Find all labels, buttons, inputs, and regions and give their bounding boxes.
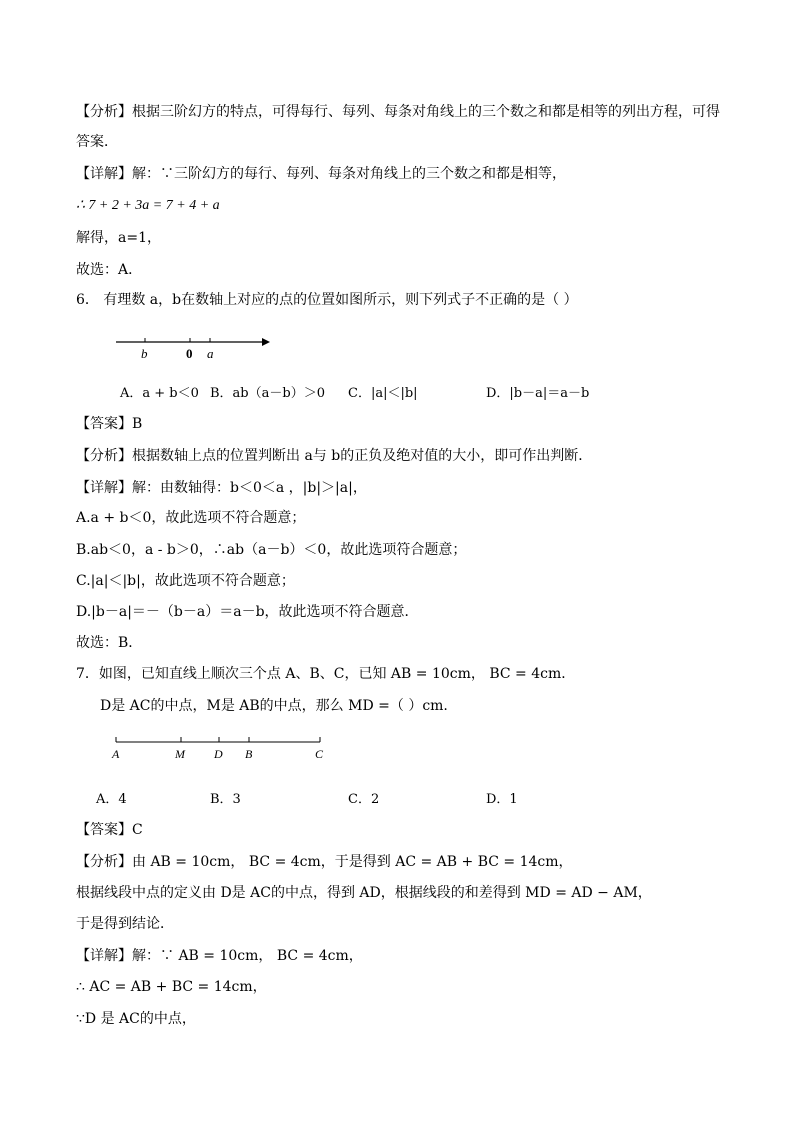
q6-option-b[interactable]: B．ab（a－b）＞0 xyxy=(210,386,325,401)
q6-analysis: 【分析】根据数轴上点的位置判断出 a与 b的正负及绝对值的大小，即可作出判断． xyxy=(76,448,593,464)
q6-number-line xyxy=(112,330,272,364)
q6-detail-line1: 【详解】解：由数轴得：b＜0＜a ，|b|＞|a|， xyxy=(76,480,367,496)
q6-option-d[interactable]: D．|b－a|＝a－b xyxy=(486,386,590,401)
q6-detail-b: B.ab＜0，a - b＞0，∴ab（a－b）＜0，故此选项符合题意； xyxy=(76,542,467,558)
segment-label-C: C xyxy=(315,747,324,761)
segment-label-D: D xyxy=(214,747,223,761)
q7-detail-line3: ∵D 是 AC的中点， xyxy=(76,1011,196,1027)
number-line-arrow xyxy=(262,338,270,346)
q5-analysis-line1: 【分析】根据三阶幻方的特点，可得每行、每列、每条对角线上的三个数之和都是相等的列出方程，可得 xyxy=(76,104,720,120)
q7-stem-line1: 7．如图，已知直线上顺次三个点 A、B、C，已知 AB = 10cm， BC = 4cm． xyxy=(76,666,576,682)
number-line-label-a: a xyxy=(207,346,214,361)
q6-option-a[interactable]: A．a + b＜0 xyxy=(120,386,199,401)
q7-answer: 【答案】C xyxy=(76,822,143,838)
q7-analysis-line2: 根据线段中点的定义由 D是 AC的中点，得到 AD，根据线段的和差得到 MD = AD − AM， xyxy=(76,885,652,901)
q7-option-a[interactable]: A．4 xyxy=(96,792,127,807)
q7-detail-line2: ∴ AC = AB + BC = 14cm， xyxy=(76,979,267,995)
number-line-label-b: b xyxy=(141,346,148,361)
q6-detail-d: D.|b－a|＝－（b－a）＝a－b，故此选项不符合题意． xyxy=(76,604,419,620)
q5-detail-equation: ∴ 7 + 2 + 3a = 7 + 4 + a xyxy=(76,198,220,213)
q6-stem: 6． 有理数 a，b在数轴上对应的点的位置如图所示，则下列式子不正确的是（ ） xyxy=(76,292,578,308)
q7-option-b[interactable]: B．3 xyxy=(210,792,241,807)
q7-stem-line2: D是 AC的中点，M是 AB的中点，那么 MD =（ ）cm. xyxy=(100,698,448,714)
q6-detail-a: A.a + b＜0，故此选项不符合题意； xyxy=(76,510,306,526)
q5-detail-solve: 解得，a=1， xyxy=(76,230,161,246)
q7-option-d[interactable]: D．1 xyxy=(486,792,518,807)
q7-segment-figure xyxy=(108,734,333,764)
q6-detail-c: C.|a|＜|b|，故此选项不符合题意； xyxy=(76,573,295,589)
q7-analysis-line3: 于是得到结论． xyxy=(76,916,174,932)
segment-label-M: M xyxy=(175,747,185,761)
q5-analysis-line2: 答案． xyxy=(76,134,118,150)
q7-detail-line1: 【详解】解：∵ AB = 10cm， BC = 4cm， xyxy=(76,948,363,964)
q6-option-c[interactable]: C．|a|＜|b| xyxy=(348,386,418,401)
q6-choose: 故选：B． xyxy=(76,635,143,651)
q6-answer: 【答案】B xyxy=(76,416,143,432)
number-line-label-0: 0 xyxy=(186,346,193,361)
q5-choose: 故选：A． xyxy=(76,262,143,278)
q7-option-c[interactable]: C．2 xyxy=(348,792,380,807)
segment-label-B: B xyxy=(245,747,253,761)
q7-analysis-line1: 【分析】由 AB = 10cm， BC = 4cm，于是得到 AC = AB + BC = 14cm， xyxy=(76,854,573,870)
q5-detail-line1: 【详解】解：∵三阶幻方的每行、每列、每条对角线上的三个数之和都是相等， xyxy=(76,166,566,182)
segment-label-A: A xyxy=(112,747,120,761)
